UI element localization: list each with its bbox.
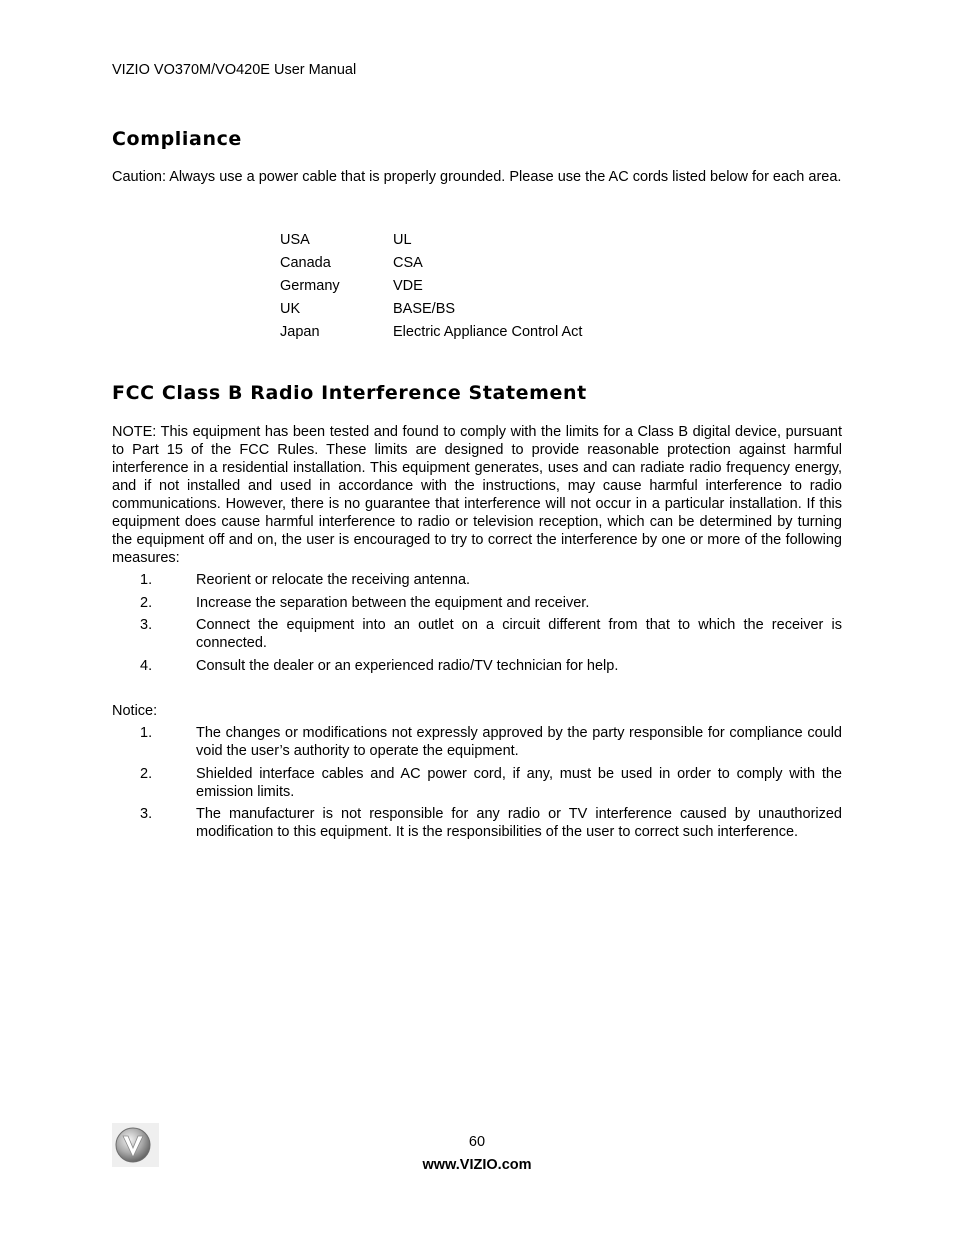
page-header-title: VIZIO VO370M/VO420E User Manual: [112, 62, 357, 78]
caution-paragraph: Caution: Always use a power cable that is properly grounded. Please use the AC cords listed below for each area.: [112, 169, 842, 185]
list-item-text: Reorient or relocate the receiving antenna.: [196, 572, 471, 588]
cord-row: [280, 252, 582, 275]
cord-standard: CSA: [393, 255, 423, 272]
fcc-note-paragraph: NOTE: This equipment has been tested and found to comply with the limits for a Class B digital device, pursuant to Part 15 of the FCC Rules. These limits are designed to provide reasonable protection against harmful interference in a residential installation. This equipment generates, uses and can radiate radio frequency energy, and if not installed and used in accordance with the instructions, may cause harmful interference to radio communications. However, there is no guarantee that interference will not occur in a particular installation. If this equipment does cause harmful interference to radio or television reception, which can be determined by turning the equipment off and on, the user is encouraged to try to correct the interference by one or more of the following measures:: [112, 424, 842, 566]
cord-row: [280, 297, 582, 320]
notice-label: Notice:: [112, 703, 158, 719]
cord-row: [280, 229, 582, 252]
list-item: [112, 765, 842, 801]
compliance-heading: Compliance: [112, 128, 242, 150]
cord-standard: Electric Appliance Control Act: [393, 323, 583, 340]
cord-country: Canada: [280, 255, 331, 272]
cord-standard: BASE/BS: [393, 300, 456, 317]
fcc-heading: FCC Class B Radio Interference Statement: [112, 382, 587, 404]
notice-list: [112, 724, 842, 846]
cord-row: [280, 275, 582, 298]
list-item: [112, 594, 842, 612]
list-item: [112, 724, 842, 760]
list-item-text: Increase the separation between the equipment and receiver.: [196, 594, 590, 611]
list-item: [112, 616, 842, 652]
list-item-number: 3.: [140, 617, 153, 633]
list-item-text: Shielded interface cables and AC power cord, if any, must be used in order to comply with the emission limits.: [196, 765, 842, 800]
list-item: [112, 571, 842, 589]
list-item: [112, 805, 842, 841]
cord-standard: UL: [393, 232, 412, 249]
list-item: [112, 657, 842, 675]
list-item-text: Consult the dealer or an experienced radio/TV technician for help.: [196, 657, 619, 674]
footer-url: www.VIZIO.com: [422, 1157, 532, 1173]
cord-row: [280, 320, 582, 343]
list-item-number: 4.: [140, 657, 153, 674]
list-item-number: 2.: [140, 594, 153, 611]
cord-country: UK: [280, 300, 301, 317]
list-item-number: 1.: [140, 572, 153, 588]
list-item-text: Connect the equipment into an outlet on a circuit different from that to which the receiver is connected.: [196, 617, 842, 651]
cord-country: Germany: [280, 277, 340, 294]
list-item-text: The changes or modifications not expressly approved by the party responsible for compliance could void the user’s authority to operate the equipment.: [196, 725, 842, 759]
list-item-number: 3.: [140, 806, 153, 822]
measures-list: [112, 571, 842, 679]
cord-standard: VDE: [393, 277, 423, 294]
list-item-number: 1.: [140, 725, 153, 741]
cord-country: Japan: [280, 323, 320, 340]
page-number: 60: [468, 1134, 486, 1150]
ac-cord-table: [280, 229, 582, 343]
list-item-number: 2.: [140, 765, 153, 782]
list-item-text: The manufacturer is not responsible for any radio or TV interference caused by unauthorized modification to this equipment. It is the responsibilities of the user to correct such interference.: [196, 806, 842, 840]
cord-country: USA: [280, 232, 310, 249]
